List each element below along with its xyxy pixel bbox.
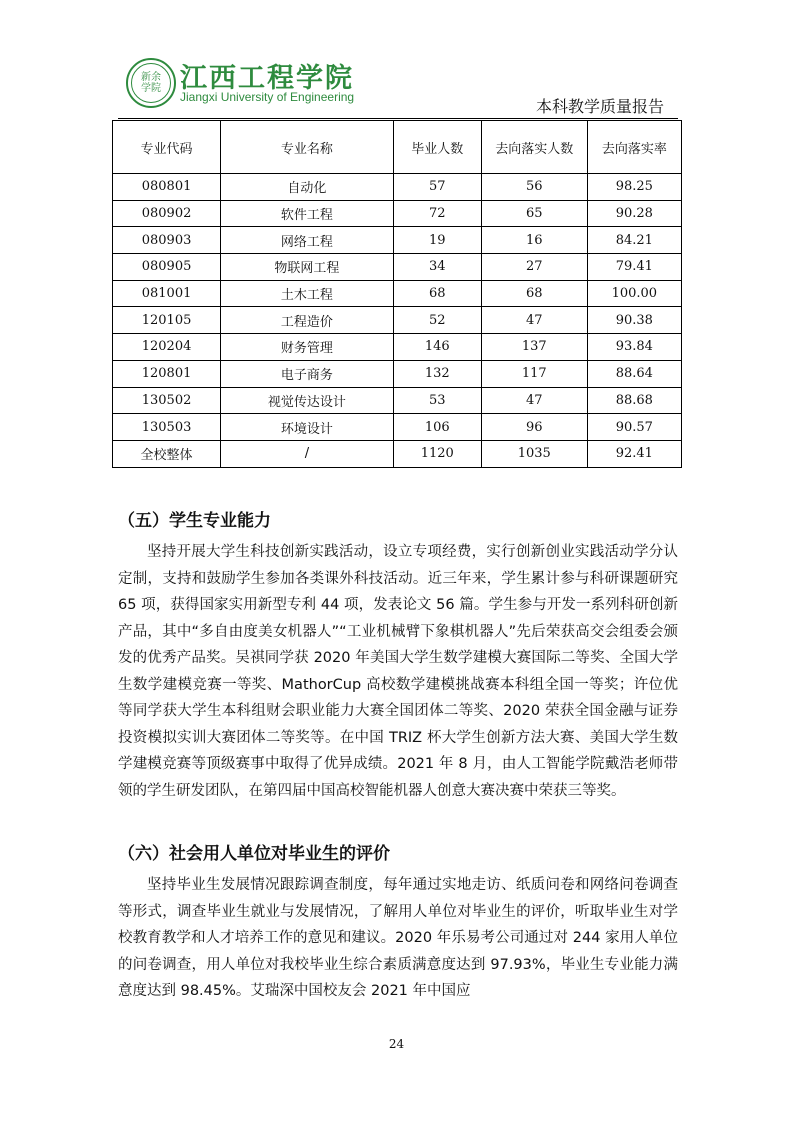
table-cell: 130503: [113, 414, 221, 441]
table-row: [113, 227, 682, 254]
table-cell: 1120: [393, 440, 481, 467]
table-cell: 27: [481, 254, 587, 281]
table-cell: 117: [481, 360, 587, 387]
table-row: [113, 254, 682, 281]
table-cell: 财务管理: [221, 334, 394, 361]
table-cell: 57: [393, 174, 481, 201]
table-row: [113, 200, 682, 227]
table-cell: 88.68: [587, 387, 681, 414]
column-header: 去向落实率: [587, 121, 681, 174]
table-cell: 环境设计: [221, 414, 394, 441]
university-seal-logo: [126, 58, 176, 108]
column-header: 专业名称: [221, 121, 394, 174]
table-cell: 47: [481, 387, 587, 414]
university-name-cn: 江西工程学院: [180, 63, 354, 94]
table-cell: 47: [481, 307, 587, 334]
table-cell: 080902: [113, 200, 221, 227]
table-cell: 53: [393, 387, 481, 414]
table-cell: /: [221, 440, 394, 467]
table-cell: 工程造价: [221, 307, 394, 334]
table-cell: 120204: [113, 334, 221, 361]
table-cell: 130502: [113, 387, 221, 414]
table-cell: 132: [393, 360, 481, 387]
table-row: [113, 414, 682, 441]
section-title-student-ability: （五）学生专业能力: [118, 511, 271, 531]
table-cell: 68: [393, 280, 481, 307]
page-header: [118, 56, 678, 116]
table-cell: 081001: [113, 280, 221, 307]
table-cell: 100.00: [587, 280, 681, 307]
header-divider: [118, 118, 678, 119]
table-cell: 120801: [113, 360, 221, 387]
table-cell: 全校整体: [113, 440, 221, 467]
table-cell: 90.28: [587, 200, 681, 227]
table-header-row: [113, 121, 682, 174]
column-header: 专业代码: [113, 121, 221, 174]
table-cell: 90.57: [587, 414, 681, 441]
table-cell: 120105: [113, 307, 221, 334]
table-cell: 96: [481, 414, 587, 441]
table-cell: 34: [393, 254, 481, 281]
table-cell: 106: [393, 414, 481, 441]
table-cell: 19: [393, 227, 481, 254]
page-number: 24: [388, 1037, 405, 1051]
table-cell: 65: [481, 200, 587, 227]
table-cell: 93.84: [587, 334, 681, 361]
table-cell: 72: [393, 200, 481, 227]
table-cell: 88.64: [587, 360, 681, 387]
table-cell: 物联网工程: [221, 254, 394, 281]
table-cell: 080905: [113, 254, 221, 281]
table-cell: 137: [481, 334, 587, 361]
graduate-placement-table: [112, 120, 682, 468]
table-cell: 1035: [481, 440, 587, 467]
table-cell: 软件工程: [221, 200, 394, 227]
table-cell: 网络工程: [221, 227, 394, 254]
table-cell: 92.41: [587, 440, 681, 467]
university-name-en: Jiangxi University of Engineering: [180, 90, 355, 104]
seal-text-top: 新余: [141, 72, 161, 83]
table-cell: 56: [481, 174, 587, 201]
table-row: [113, 360, 682, 387]
table-cell: 79.41: [587, 254, 681, 281]
table-cell: 080801: [113, 174, 221, 201]
table-cell: 84.21: [587, 227, 681, 254]
table-cell: 080903: [113, 227, 221, 254]
table-cell: 146: [393, 334, 481, 361]
column-header: 去向落实人数: [481, 121, 587, 174]
table-cell: 自动化: [221, 174, 394, 201]
table-row: [113, 280, 682, 307]
table-cell: 土木工程: [221, 280, 394, 307]
table-cell: 电子商务: [221, 360, 394, 387]
table-row: [113, 174, 682, 201]
table-row: [113, 440, 682, 467]
table-cell: 52: [393, 307, 481, 334]
report-title: 本科教学质量报告: [535, 97, 664, 116]
table-row: [113, 387, 682, 414]
table-cell: 68: [481, 280, 587, 307]
table-row: [113, 307, 682, 334]
table-cell: 16: [481, 227, 587, 254]
section-paragraph-student-ability: 坚持开展大学生科技创新实践活动，设立专项经费，实行创新创业实践活动学分认定制，支持和鼓励学生参加各类课外科技活动。近三年来，学生累计参与科研课题研究 65 项，获得国家实用新型专利 44 项，发表论文 56 篇。学生参与开发一系列科研创新产品，其中“多自由度美女机器人”“工业机械臂下象棋机器人”先后荣获高交会组委会颁发的优秀产品奖。吴祺同学获 2020 年美国大学生数学建模大赛国际二等奖、全国大学生数学建模竞赛一等奖、MathorCup 高校数学建模挑战赛本科组全国一等奖；许位优等同学获大学生本科组财会职业能力大赛全国团体二等奖、2020 荣获全国金融与证券投资模拟实训大赛团体二等奖等。在中国 TRIZ 杯大学生创新方法大赛、美国大学生数学建模竞赛等顶级赛事中取得了优异成绩。2021 年 8 月，由人工智能学院戴浩老师带领的学生研发团队，在第四届中国高校智能机器人创意大赛决赛中荣获三等奖。: [118, 544, 678, 799]
seal-text-bottom: 学院: [141, 83, 161, 94]
column-header: 毕业人数: [393, 121, 481, 174]
table-cell: 98.25: [587, 174, 681, 201]
section-paragraph-employer-evaluation: 坚持毕业生发展情况跟踪调查制度，每年通过实地走访、纸质问卷和网络问卷调查等形式，调查毕业生就业与发展情况，了解用人单位对毕业生的评价，听取毕业生对学校教育教学和人才培养工作的意见和建议。2020 年乐易考公司通过对 244 家用人单位的问卷调查，用人单位对我校毕业生综合素质满意度达到 97.93%，毕业生专业能力满意度达到 98.45%。艾瑞深中国校友会 2021 年中国应: [118, 877, 678, 999]
table-row: [113, 334, 682, 361]
table-cell: 90.38: [587, 307, 681, 334]
section-title-employer-evaluation: （六）社会用人单位对毕业生的评价: [118, 844, 390, 864]
table-cell: 视觉传达设计: [221, 387, 394, 414]
